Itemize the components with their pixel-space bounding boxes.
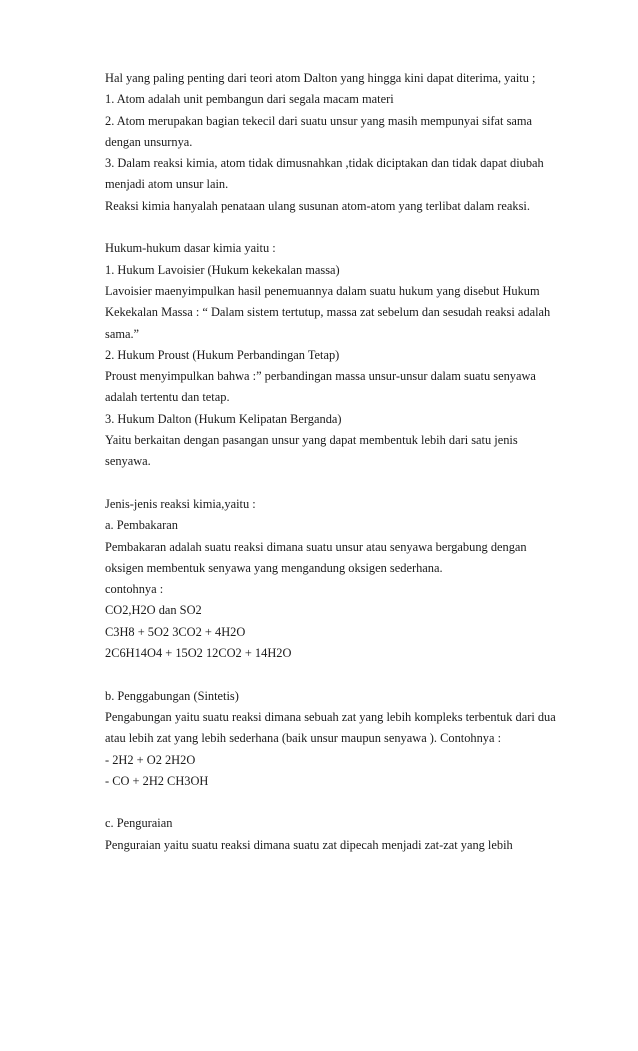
text-line: Kekekalan Massa : “ Dalam sistem tertutup, massa zat sebelum dan sesudah reaksi adalah	[105, 305, 551, 320]
paragraph-gap	[105, 664, 575, 685]
text-line: Pengabungan yaitu suatu reaksi dimana sebuah zat yang lebih kompleks terbentuk dari dua	[105, 709, 556, 724]
formula-line: 2C6H14O4 + 15O2 12CO2 + 14H2O	[105, 646, 292, 661]
text-line: c. Penguraian	[105, 816, 173, 831]
text-line: dengan unsurnya.	[105, 134, 193, 149]
text-line: 2. Atom merupakan bagian tekecil dari suatu unsur yang masih mempunyai sifat sama	[105, 113, 533, 128]
text-line: 2. Hukum Proust (Hukum Perbandingan Tetap)	[105, 347, 340, 362]
formula-line: CO2,H2O dan SO2	[105, 603, 202, 618]
text-line: 3. Dalam reaksi kimia, atom tidak dimusnahkan ,tidak diciptakan dan tidak dapat diubah	[105, 156, 544, 171]
paragraph-gap	[105, 473, 575, 494]
text-line: a. Pembakaran	[105, 518, 178, 533]
text-line: menjadi atom unsur lain.	[105, 177, 229, 192]
text-line: 3. Hukum Dalton (Hukum Kelipatan Berganda)	[105, 411, 342, 426]
section-heading: Jenis-jenis reaksi kimia,yaitu :	[105, 496, 256, 511]
text-line: Lavoisier maenyimpulkan hasil penemuannya dalam suatu hukum yang disebut Hukum	[105, 283, 540, 298]
text-line: atau lebih zat yang lebih sederhana (baik unsur maupun senyawa ). Contohnya :	[105, 731, 502, 746]
text-line: Reaksi kimia hanyalah penataan ulang susunan atom-atom yang terlibat dalam reaksi.	[105, 198, 530, 213]
section-heading: Hukum-hukum dasar kimia yaitu :	[105, 241, 276, 256]
text-line: Pembakaran adalah suatu reaksi dimana suatu unsur atau senyawa bergabung dengan	[105, 539, 527, 554]
paragraph-gap	[105, 792, 575, 813]
text-line: Proust menyimpulkan bahwa :” perbandingan massa unsur-unsur dalam suatu senyawa	[105, 369, 536, 384]
formula-line: - CO + 2H2 CH3OH	[105, 773, 209, 788]
text-line: sama.”	[105, 326, 140, 341]
text-line: 1. Hukum Lavoisier (Hukum kekekalan massa)	[105, 262, 340, 277]
formula-line: C3H8 + 5O2 3CO2 + 4H2O	[105, 624, 246, 639]
text-line: b. Penggabungan (Sintetis)	[105, 688, 239, 703]
paragraph-gap	[105, 217, 575, 238]
formula-line: - 2H2 + O2 2H2O	[105, 752, 196, 767]
text-line: Penguraian yaitu suatu reaksi dimana suatu zat dipecah menjadi zat-zat yang lebih	[105, 837, 513, 852]
text-line: Hal yang paling penting dari teori atom Dalton yang hingga kini dapat diterima, yaitu ;	[105, 71, 536, 85]
text-line: 1. Atom adalah unit pembangun dari segala macam materi	[105, 92, 394, 107]
document-page	[105, 68, 575, 856]
text-line: senyawa.	[105, 454, 151, 469]
text-line: Yaitu berkaitan dengan pasangan unsur yang dapat membentuk lebih dari satu jenis	[105, 433, 518, 448]
text-line: adalah tertentu dan tetap.	[105, 390, 230, 405]
text-line: oksigen membentuk senyawa yang mengandung oksigen sederhana.	[105, 560, 443, 575]
text-line: contohnya :	[105, 582, 164, 597]
